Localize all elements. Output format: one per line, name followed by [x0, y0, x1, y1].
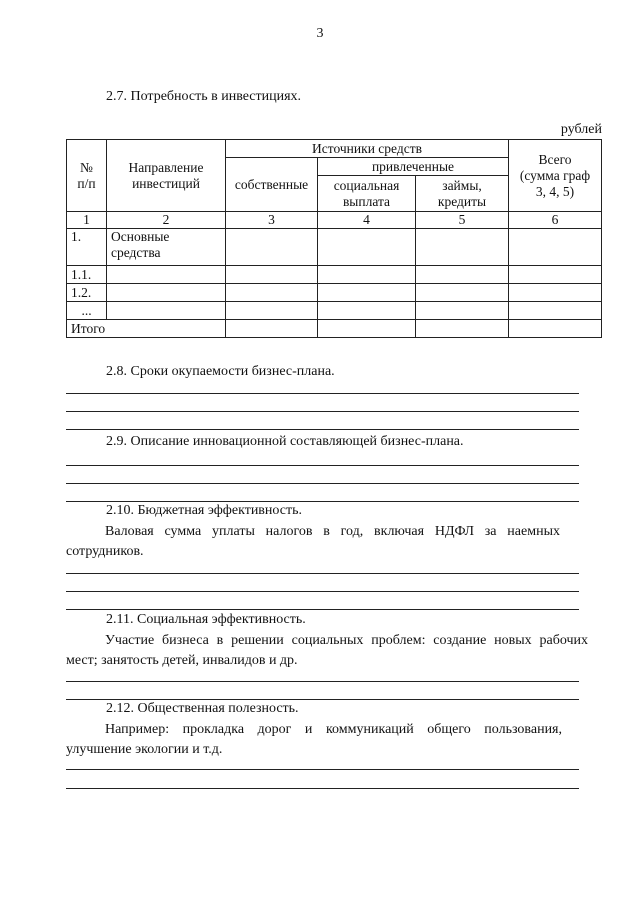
section-2-11-heading: 2.11. Социальная эффективность. [106, 612, 306, 627]
fill-line [66, 465, 579, 466]
section-2-11-text: Участие бизнеса в решении социальных проблем: создание новых рабочих мест; занятость детей, инвалидов и др. [66, 633, 588, 668]
section-2-8-heading: 2.8. Сроки окупаемости бизнес-плана. [106, 364, 335, 379]
fill-line [66, 769, 579, 770]
investment-table [66, 139, 602, 338]
header-attracted: привлеченные [318, 158, 509, 176]
section-2-7-heading: 2.7. Потребность в инвестициях. [106, 89, 302, 104]
section-2-9-heading: 2.9. Описание инновационной составляющей бизнес-плана. [106, 434, 464, 449]
col-number: 1 [67, 212, 107, 229]
fill-line [66, 591, 579, 592]
col-number: 5 [416, 212, 509, 229]
fill-line [66, 573, 579, 574]
header-loans: займы, кредиты [416, 176, 509, 212]
row-no: 1. [67, 229, 107, 266]
page-number: 3 [316, 26, 324, 41]
fill-line [66, 483, 579, 484]
fill-line [66, 429, 579, 430]
col-number: 4 [318, 212, 416, 229]
section-2-12-heading: 2.12. Общественная полезность. [106, 701, 299, 716]
fill-line [66, 411, 579, 412]
table-row [67, 229, 602, 266]
section-2-12-text: Например: прокладка дорог и коммуникаций общего пользования, улучшение экологии и т.д. [66, 722, 562, 757]
header-own: собственные [226, 158, 318, 212]
row-no: 1.2. [67, 284, 107, 302]
row-direction: Основные средства [107, 229, 226, 266]
fill-line [66, 699, 579, 700]
row-no: ... [67, 302, 107, 320]
header-sources: Источники средств [226, 140, 509, 158]
section-2-10-text: Валовая сумма уплаты налогов в год, включая НДФЛ за наемных сотрудников. [66, 524, 560, 559]
unit-label: рублей [560, 122, 602, 137]
fill-line [66, 393, 579, 394]
section-2-10-heading: 2.10. Бюджетная эффективность. [106, 503, 302, 518]
fill-line [66, 788, 579, 789]
header-direction: Направление инвестиций [107, 140, 226, 212]
col-number: 6 [509, 212, 602, 229]
fill-line [66, 609, 579, 610]
row-no: 1.1. [67, 266, 107, 284]
total-label: Итого [67, 320, 226, 338]
table-total-row [67, 320, 602, 338]
col-number: 2 [107, 212, 226, 229]
fill-line [66, 501, 579, 502]
table-row [67, 266, 602, 284]
fill-line [66, 681, 579, 682]
col-number: 3 [226, 212, 318, 229]
header-no: № п/п [67, 140, 107, 212]
header-total: Всего (сумма граф 3, 4, 5) [509, 140, 602, 212]
table-row [67, 302, 602, 320]
table-row [67, 284, 602, 302]
header-social: социальная выплата [318, 176, 416, 212]
